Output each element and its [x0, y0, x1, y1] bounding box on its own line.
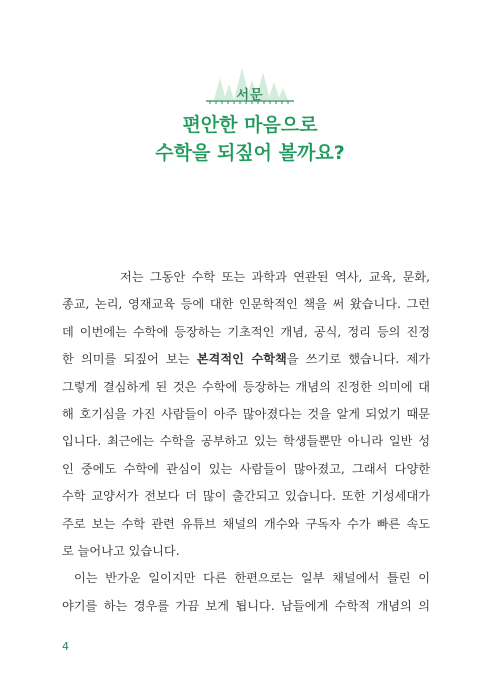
text-line: 입니다. 최근에는 수학을 공부하고 있는 학생들뿐만 아니라 일반 성 — [62, 434, 430, 449]
text-line: 해 호기심을 가진 사람들이 아주 많아졌다는 것을 알게 되었기 때문 — [62, 407, 430, 422]
text-line: 저는 그동안 수학 또는 과학과 연관된 역사, 교육, 문화, — [120, 270, 430, 284]
text-segment: 한 의미를 되짚어 보는 — [62, 352, 197, 367]
text-line: 그렇게 결심하게 된 것은 수학에 등장하는 개념의 진정한 의미에 대 — [62, 379, 430, 394]
text-line: 이는 반가운 일이지만 다른 한편으로는 일부 채널에서 틀린 이 — [74, 571, 430, 586]
chapter-label: 서문 — [236, 88, 264, 103]
text-line: 로 늘어나고 있습니다. — [62, 544, 180, 559]
text-line: 종교, 논리, 영재교육 등에 대한 인문학적인 책을 써 왔습니다. 그런 — [62, 297, 430, 312]
paragraph-1 — [62, 264, 430, 565]
text-line: 수학 교양서가 전보다 더 많이 출간되고 있습니다. 또한 기성세대가 — [62, 489, 430, 504]
text-line — [62, 346, 430, 373]
text-line: 주로 보는 수학 관련 유튜브 채널의 개수와 구독자 수가 빠른 속도 — [62, 516, 430, 531]
text-line: 인 중에도 수학에 관심이 있는 사람들이 많아졌고, 그래서 다양한 — [62, 461, 430, 476]
text-line: 데 이번에는 수학에 등장하는 기초적인 개념, 공식, 정리 등의 진정 — [62, 324, 430, 339]
body-text — [62, 264, 430, 620]
text-segment: 을 쓰기로 했습니다. 제가 — [286, 352, 430, 367]
page-number: 4 — [62, 640, 69, 653]
emphasis-text: 본격적인 수학책 — [196, 352, 287, 367]
paragraph-2 — [62, 565, 430, 620]
page-title-line-2: 수학을 되짚어 볼까요? — [155, 142, 345, 164]
page-title-line-1: 편안한 마음으로 — [182, 114, 318, 136]
text-line: 야기를 하는 경우를 가끔 보게 됩니다. 남들에게 수학적 개념의 의 — [62, 598, 430, 613]
